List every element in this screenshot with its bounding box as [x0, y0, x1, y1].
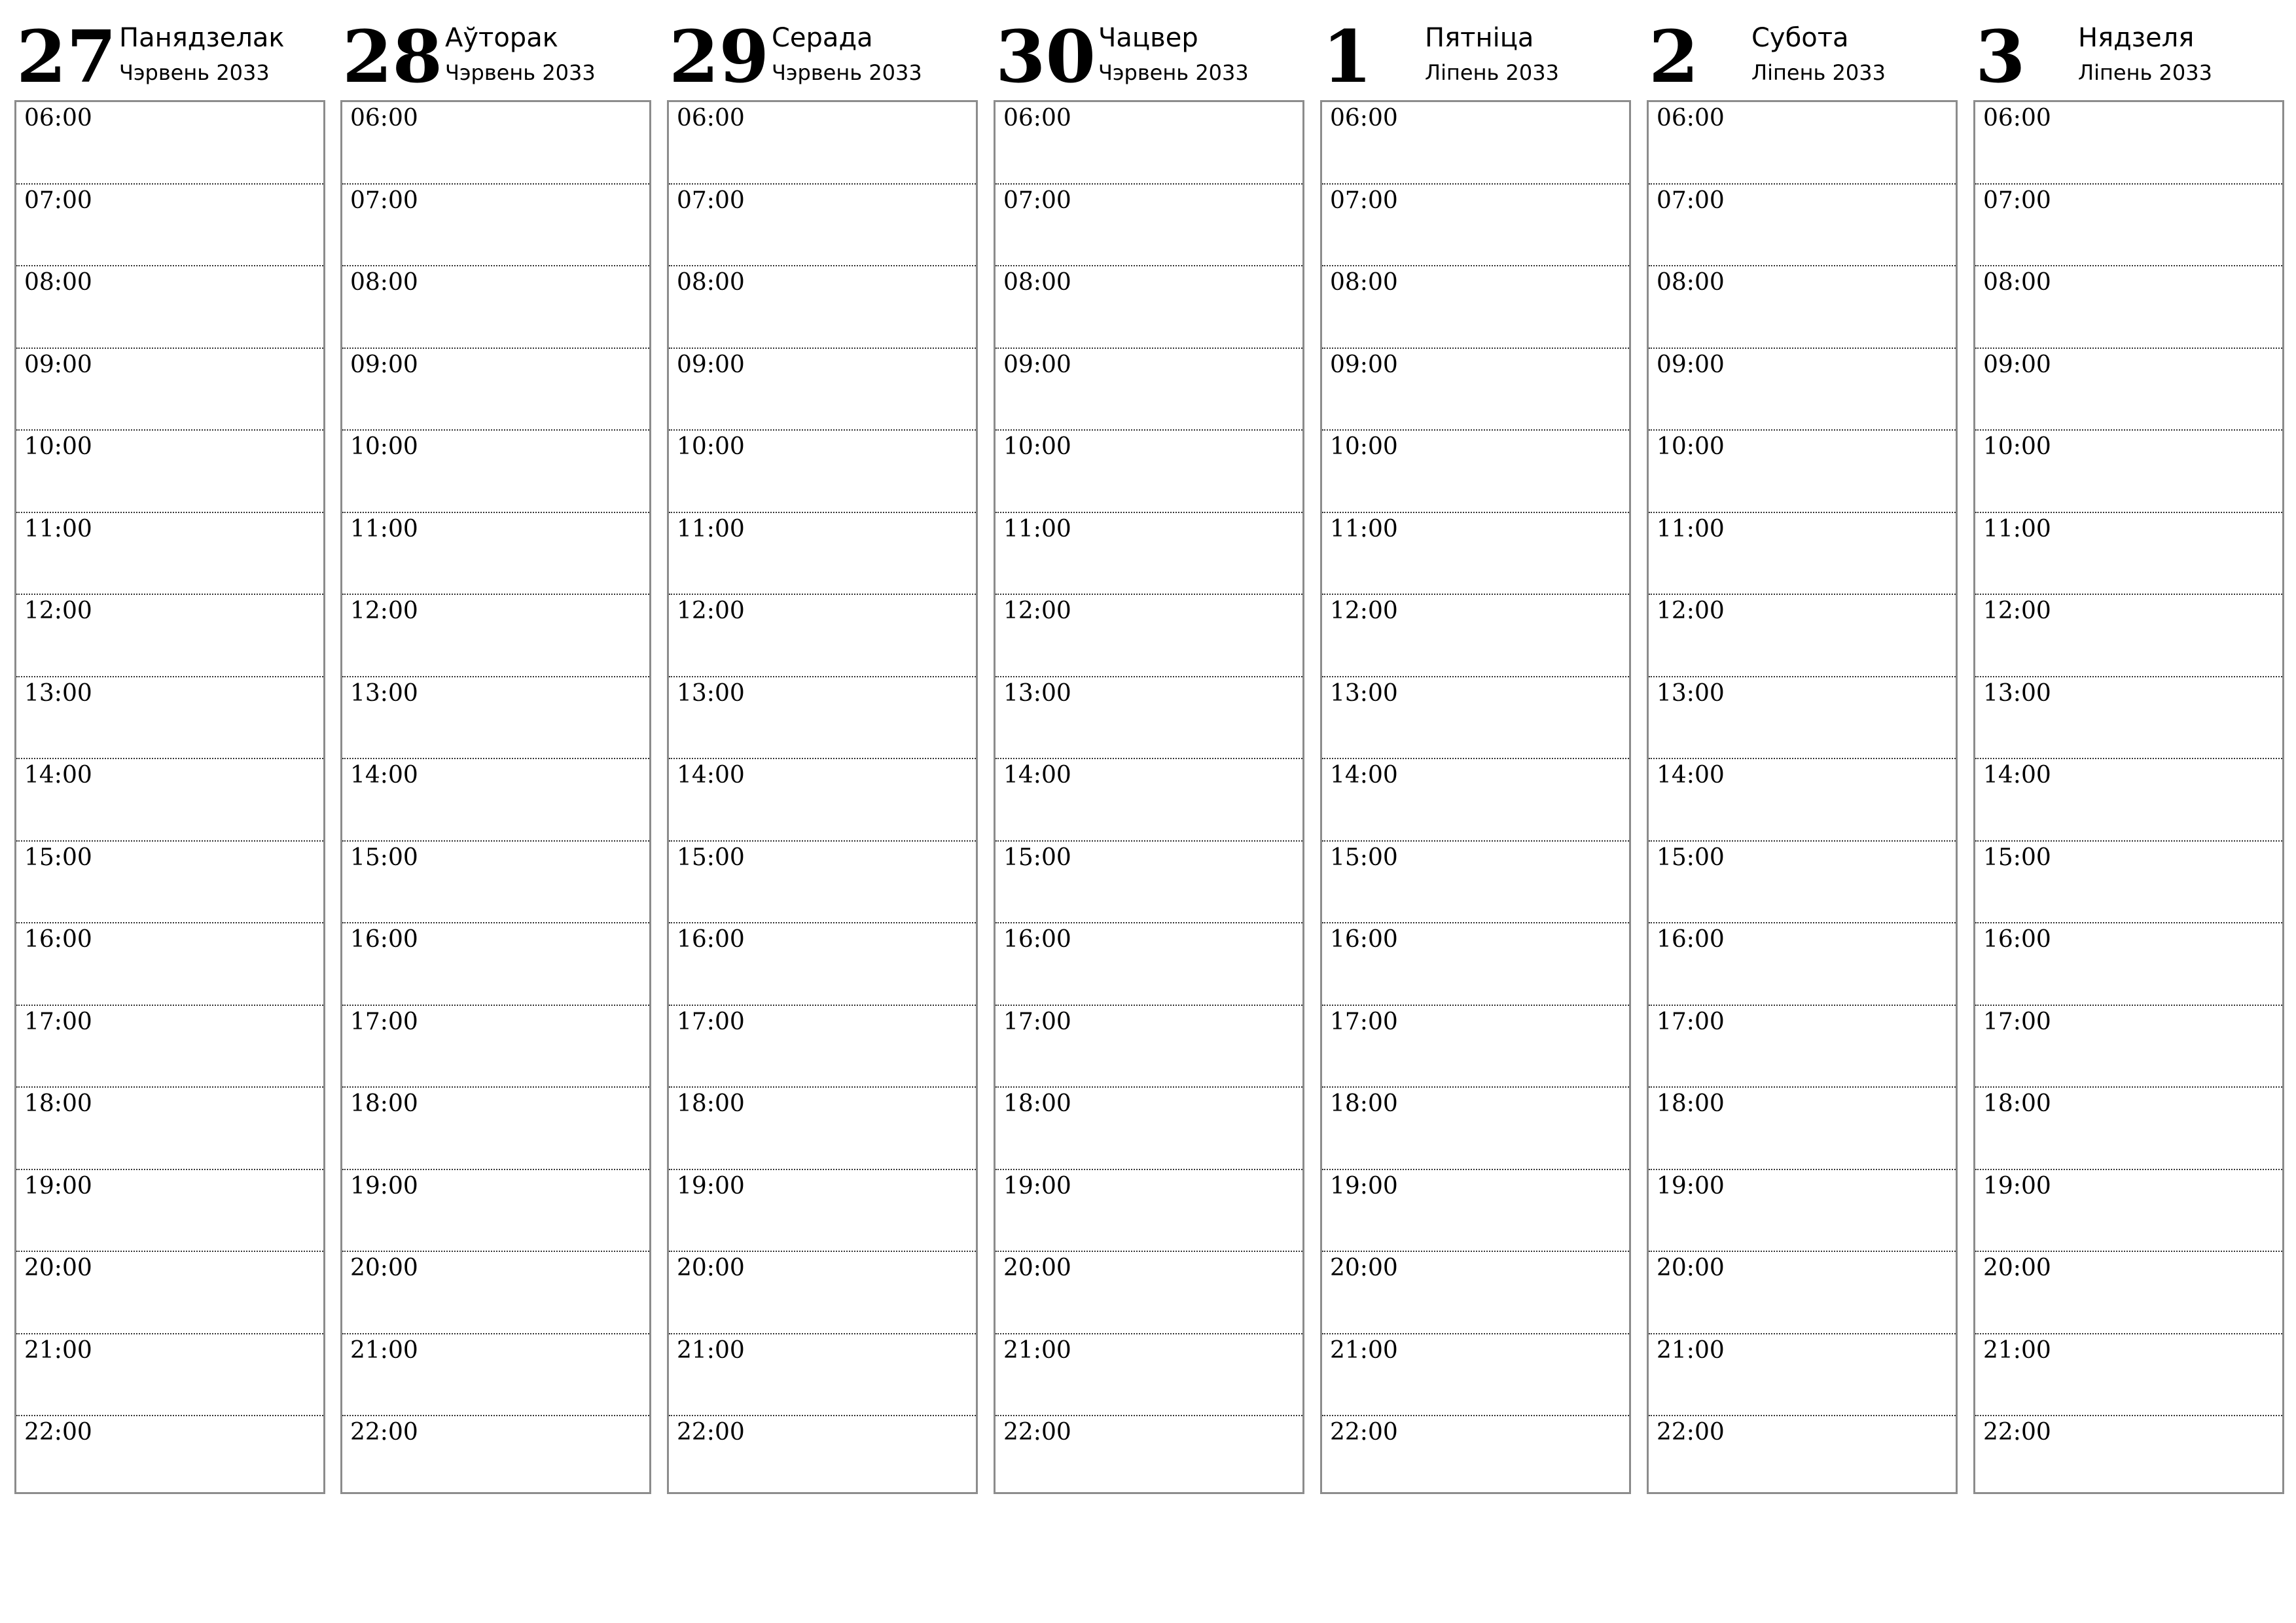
time-label: 19:00	[677, 1172, 745, 1200]
time-slot[interactable]	[1975, 1252, 2282, 1334]
time-label: 07:00	[1983, 187, 2051, 214]
time-label: 16:00	[350, 926, 418, 953]
time-label: 09:00	[1983, 351, 2051, 378]
time-slot[interactable]	[1322, 431, 1629, 513]
time-label: 08:00	[1983, 269, 2051, 296]
time-label: 08:00	[1330, 269, 1398, 296]
time-slot[interactable]	[996, 1170, 1302, 1253]
time-slot[interactable]	[1975, 1088, 2282, 1170]
time-slot[interactable]	[669, 759, 976, 842]
time-slot[interactable]	[669, 1006, 976, 1088]
time-label: 09:00	[1330, 351, 1398, 378]
time-label: 13:00	[1983, 679, 2051, 707]
time-label: 10:00	[1983, 433, 2051, 460]
time-slot[interactable]	[1322, 1006, 1629, 1088]
time-slot[interactable]	[996, 1252, 1302, 1334]
time-label: 17:00	[1003, 1008, 1071, 1035]
time-slot[interactable]	[996, 1334, 1302, 1417]
time-label: 19:00	[1657, 1172, 1725, 1200]
time-slot[interactable]	[1649, 185, 1956, 267]
time-slot[interactable]	[1649, 102, 1956, 185]
time-slot[interactable]	[996, 1006, 1302, 1088]
time-slot[interactable]	[342, 759, 649, 842]
time-label: 09:00	[1003, 351, 1071, 378]
day-schedule-box	[14, 100, 325, 1494]
time-label: 14:00	[677, 762, 745, 789]
time-slot[interactable]	[1975, 923, 2282, 1006]
time-label: 18:00	[1983, 1090, 2051, 1117]
time-label: 08:00	[677, 269, 745, 296]
time-slot[interactable]	[669, 185, 976, 267]
day-number: 30	[996, 14, 1096, 99]
time-slot[interactable]	[1975, 1334, 2282, 1417]
day-month: Ліпень 2033	[1751, 60, 1886, 85]
time-label: 13:00	[1330, 679, 1398, 707]
time-label: 22:00	[1330, 1419, 1398, 1446]
day-name: Нядзеля	[2078, 23, 2195, 53]
time-label: 19:00	[1003, 1172, 1071, 1200]
time-label: 14:00	[1003, 762, 1071, 789]
day-number: 28	[342, 14, 443, 99]
time-label: 12:00	[1657, 597, 1725, 624]
time-slot[interactable]	[342, 349, 649, 431]
time-slot[interactable]	[16, 595, 323, 677]
day-name: Аўторак	[445, 23, 558, 53]
time-label: 14:00	[1330, 762, 1398, 789]
time-label: 07:00	[1330, 187, 1398, 214]
time-slot[interactable]	[16, 1416, 323, 1499]
time-slot[interactable]	[669, 842, 976, 924]
time-slot[interactable]	[342, 842, 649, 924]
time-slot[interactable]	[1649, 266, 1956, 349]
time-label: 17:00	[24, 1008, 92, 1035]
time-slot[interactable]	[1322, 349, 1629, 431]
time-label: 16:00	[1003, 926, 1071, 953]
time-slot[interactable]	[669, 1334, 976, 1417]
time-slot[interactable]	[1975, 431, 2282, 513]
time-label: 17:00	[1657, 1008, 1725, 1035]
day-schedule-box	[1973, 100, 2284, 1494]
time-label: 14:00	[1657, 762, 1725, 789]
time-label: 20:00	[1657, 1255, 1725, 1281]
time-slot[interactable]	[996, 923, 1302, 1006]
time-label: 16:00	[1330, 926, 1398, 953]
time-label: 19:00	[1983, 1172, 2051, 1200]
time-label: 10:00	[1657, 433, 1725, 460]
day-month: Чэрвень 2033	[445, 60, 596, 85]
time-slot[interactable]	[16, 842, 323, 924]
time-label: 20:00	[1983, 1255, 2051, 1281]
day-month: Чэрвень 2033	[1098, 60, 1249, 85]
time-label: 12:00	[1003, 597, 1071, 624]
time-label: 15:00	[1983, 844, 2051, 871]
day-header	[14, 0, 329, 98]
time-label: 13:00	[1003, 679, 1071, 707]
time-label: 15:00	[677, 844, 745, 871]
time-label: 15:00	[24, 844, 92, 871]
time-label: 19:00	[1330, 1172, 1398, 1200]
time-slot[interactable]	[1322, 595, 1629, 677]
time-slot[interactable]	[16, 431, 323, 513]
time-slot[interactable]	[669, 595, 976, 677]
time-label: 18:00	[350, 1090, 418, 1117]
day-column	[340, 0, 655, 1505]
time-label: 07:00	[1003, 187, 1071, 214]
time-label: 17:00	[677, 1008, 745, 1035]
day-column	[994, 0, 1308, 1505]
time-label: 08:00	[1003, 269, 1071, 296]
day-month: Ліпень 2033	[1425, 60, 1559, 85]
day-column	[1973, 0, 2287, 1505]
time-label: 06:00	[1003, 105, 1071, 132]
time-slot[interactable]	[669, 923, 976, 1006]
time-label: 21:00	[677, 1336, 745, 1364]
time-slot[interactable]	[1322, 102, 1629, 185]
time-label: 20:00	[24, 1255, 92, 1281]
time-label: 12:00	[24, 597, 92, 624]
time-label: 06:00	[350, 105, 418, 132]
day-name: Субота	[1751, 23, 1849, 53]
day-schedule-box	[1320, 100, 1631, 1494]
time-slot[interactable]	[16, 1088, 323, 1170]
time-slot[interactable]	[1322, 842, 1629, 924]
time-slot[interactable]	[342, 1088, 649, 1170]
time-label: 09:00	[677, 351, 745, 378]
time-label: 17:00	[1983, 1008, 2051, 1035]
time-slot[interactable]	[1322, 185, 1629, 267]
time-slot[interactable]	[342, 1170, 649, 1253]
time-slot[interactable]	[1649, 595, 1956, 677]
day-month: Ліпень 2033	[2078, 60, 2212, 85]
time-label: 07:00	[677, 187, 745, 214]
time-slot[interactable]	[669, 1252, 976, 1334]
time-slot[interactable]	[1649, 759, 1956, 842]
time-slot[interactable]	[669, 431, 976, 513]
time-label: 10:00	[1330, 433, 1398, 460]
time-slot[interactable]	[1649, 842, 1956, 924]
time-slot[interactable]	[1975, 349, 2282, 431]
time-slot[interactable]	[1649, 923, 1956, 1006]
time-slot[interactable]	[1649, 677, 1956, 760]
time-label: 06:00	[677, 105, 745, 132]
time-slot[interactable]	[16, 513, 323, 596]
day-column	[1647, 0, 1961, 1505]
time-slot[interactable]	[996, 349, 1302, 431]
time-label: 06:00	[24, 105, 92, 132]
time-label: 11:00	[1657, 515, 1725, 543]
time-label: 17:00	[1330, 1008, 1398, 1035]
day-number: 2	[1649, 14, 1699, 99]
time-slot[interactable]	[1649, 431, 1956, 513]
time-slot[interactable]	[1322, 759, 1629, 842]
time-label: 18:00	[1657, 1090, 1725, 1117]
time-slot[interactable]	[1649, 1170, 1956, 1253]
time-slot[interactable]	[996, 102, 1302, 185]
time-slot[interactable]	[342, 923, 649, 1006]
time-slot[interactable]	[669, 1088, 976, 1170]
time-label: 22:00	[1983, 1419, 2051, 1446]
time-slot[interactable]	[1975, 595, 2282, 677]
day-column	[14, 0, 329, 1505]
day-header	[1973, 0, 2287, 98]
time-label: 11:00	[1983, 515, 2051, 543]
time-label: 12:00	[1330, 597, 1398, 624]
time-slot[interactable]	[342, 677, 649, 760]
time-label: 16:00	[1983, 926, 2051, 953]
time-slot[interactable]	[1322, 513, 1629, 596]
time-label: 18:00	[1330, 1090, 1398, 1117]
day-month: Чэрвень 2033	[119, 60, 270, 85]
time-label: 16:00	[677, 926, 745, 953]
time-label: 16:00	[1657, 926, 1725, 953]
time-label: 10:00	[350, 433, 418, 460]
time-label: 08:00	[350, 269, 418, 296]
time-slot[interactable]	[1649, 1416, 1956, 1499]
day-number: 27	[16, 14, 117, 99]
time-slot[interactable]	[669, 1416, 976, 1499]
time-slot[interactable]	[1975, 1170, 2282, 1253]
time-slot[interactable]	[1975, 1006, 2282, 1088]
time-label: 07:00	[1657, 187, 1725, 214]
day-number: 3	[1975, 14, 2026, 99]
time-label: 19:00	[24, 1172, 92, 1200]
time-label: 21:00	[1003, 1336, 1071, 1364]
time-label: 12:00	[1983, 597, 2051, 624]
time-label: 19:00	[350, 1172, 418, 1200]
time-label: 21:00	[1983, 1336, 2051, 1364]
time-label: 17:00	[350, 1008, 418, 1035]
time-label: 16:00	[24, 926, 92, 953]
day-name: Панядзелак	[119, 23, 285, 53]
time-label: 06:00	[1657, 105, 1725, 132]
time-label: 10:00	[24, 433, 92, 460]
time-slot[interactable]	[16, 1006, 323, 1088]
time-label: 09:00	[350, 351, 418, 378]
time-slot[interactable]	[16, 1334, 323, 1417]
time-slot[interactable]	[1975, 759, 2282, 842]
time-slot[interactable]	[1975, 677, 2282, 760]
time-slot[interactable]	[16, 923, 323, 1006]
time-label: 07:00	[24, 187, 92, 214]
time-slot[interactable]	[1322, 1334, 1629, 1417]
time-label: 18:00	[1003, 1090, 1071, 1117]
time-slot[interactable]	[996, 1416, 1302, 1499]
day-name: Чацвер	[1098, 23, 1198, 53]
time-label: 11:00	[24, 515, 92, 543]
time-slot[interactable]	[1975, 842, 2282, 924]
time-label: 22:00	[350, 1419, 418, 1446]
time-slot[interactable]	[342, 1006, 649, 1088]
time-slot[interactable]	[1975, 185, 2282, 267]
time-slot[interactable]	[996, 595, 1302, 677]
time-slot[interactable]	[16, 759, 323, 842]
time-label: 12:00	[350, 597, 418, 624]
time-slot[interactable]	[669, 1170, 976, 1253]
time-slot[interactable]	[1322, 266, 1629, 349]
time-label: 09:00	[24, 351, 92, 378]
time-slot[interactable]	[16, 1170, 323, 1253]
day-schedule-box	[340, 100, 651, 1494]
time-label: 10:00	[1003, 433, 1071, 460]
time-slot[interactable]	[669, 349, 976, 431]
time-slot[interactable]	[1975, 266, 2282, 349]
time-slot[interactable]	[996, 842, 1302, 924]
time-label: 11:00	[1003, 515, 1071, 543]
time-label: 18:00	[677, 1090, 745, 1117]
time-slot[interactable]	[1649, 1088, 1956, 1170]
time-slot[interactable]	[669, 677, 976, 760]
time-label: 13:00	[350, 679, 418, 707]
time-slot[interactable]	[342, 185, 649, 267]
time-label: 22:00	[677, 1419, 745, 1446]
time-slot[interactable]	[342, 595, 649, 677]
time-slot[interactable]	[342, 102, 649, 185]
time-label: 15:00	[1657, 844, 1725, 871]
time-slot[interactable]	[16, 266, 323, 349]
day-column	[667, 0, 981, 1505]
time-label: 13:00	[677, 679, 745, 707]
time-label: 11:00	[677, 515, 745, 543]
time-slot[interactable]	[996, 513, 1302, 596]
time-label: 22:00	[1657, 1419, 1725, 1446]
day-schedule-box	[994, 100, 1304, 1494]
time-label: 22:00	[1003, 1419, 1071, 1446]
time-slot[interactable]	[16, 677, 323, 760]
time-slot[interactable]	[996, 185, 1302, 267]
time-label: 07:00	[350, 187, 418, 214]
day-header	[667, 0, 981, 98]
time-label: 10:00	[677, 433, 745, 460]
time-slot[interactable]	[996, 677, 1302, 760]
day-header	[1320, 0, 1634, 98]
time-label: 09:00	[1657, 351, 1725, 378]
day-header	[1647, 0, 1961, 98]
time-slot[interactable]	[342, 1416, 649, 1499]
time-slot[interactable]	[996, 431, 1302, 513]
time-slot[interactable]	[1975, 513, 2282, 596]
time-label: 21:00	[1657, 1336, 1725, 1364]
time-label: 21:00	[350, 1336, 418, 1364]
time-slot[interactable]	[1322, 1088, 1629, 1170]
time-slot[interactable]	[1322, 677, 1629, 760]
time-slot[interactable]	[669, 266, 976, 349]
time-slot[interactable]	[342, 1252, 649, 1334]
time-label: 21:00	[24, 1336, 92, 1364]
time-slot[interactable]	[1322, 1416, 1629, 1499]
time-label: 12:00	[677, 597, 745, 624]
time-slot[interactable]	[16, 102, 323, 185]
day-number: 29	[669, 14, 770, 99]
time-label: 20:00	[1003, 1255, 1071, 1281]
time-label: 11:00	[1330, 515, 1398, 543]
time-slot[interactable]	[1322, 1252, 1629, 1334]
time-label: 20:00	[677, 1255, 745, 1281]
time-slot[interactable]	[996, 759, 1302, 842]
time-slot[interactable]	[1649, 1006, 1956, 1088]
time-label: 20:00	[1330, 1255, 1398, 1281]
time-slot[interactable]	[996, 266, 1302, 349]
time-slot[interactable]	[1649, 1252, 1956, 1334]
time-label: 21:00	[1330, 1336, 1398, 1364]
time-label: 14:00	[1983, 762, 2051, 789]
time-label: 15:00	[1330, 844, 1398, 871]
time-slot[interactable]	[342, 1334, 649, 1417]
time-label: 11:00	[350, 515, 418, 543]
time-slot[interactable]	[1975, 102, 2282, 185]
time-label: 14:00	[350, 762, 418, 789]
time-slot[interactable]	[342, 431, 649, 513]
time-slot[interactable]	[1322, 1170, 1629, 1253]
time-label: 15:00	[350, 844, 418, 871]
day-month: Чэрвень 2033	[772, 60, 922, 85]
day-column	[1320, 0, 1634, 1505]
time-slot[interactable]	[669, 513, 976, 596]
time-slot[interactable]	[16, 349, 323, 431]
time-label: 13:00	[1657, 679, 1725, 707]
time-label: 22:00	[24, 1419, 92, 1446]
day-name: Серада	[772, 23, 873, 53]
time-label: 20:00	[350, 1255, 418, 1281]
time-label: 08:00	[1657, 269, 1725, 296]
time-label: 08:00	[24, 269, 92, 296]
time-slot[interactable]	[16, 185, 323, 267]
time-slot[interactable]	[16, 1252, 323, 1334]
time-label: 18:00	[24, 1090, 92, 1117]
time-slot[interactable]	[1649, 349, 1956, 431]
time-slot[interactable]	[1322, 923, 1629, 1006]
day-header	[994, 0, 1308, 98]
time-label: 06:00	[1330, 105, 1398, 132]
day-schedule-box	[1647, 100, 1958, 1494]
time-slot[interactable]	[1975, 1416, 2282, 1499]
time-label: 06:00	[1983, 105, 2051, 132]
day-name: Пятніца	[1425, 23, 1534, 53]
time-slot[interactable]	[342, 266, 649, 349]
time-slot[interactable]	[1649, 513, 1956, 596]
time-label: 13:00	[24, 679, 92, 707]
time-slot[interactable]	[996, 1088, 1302, 1170]
day-schedule-box	[667, 100, 978, 1494]
time-slot[interactable]	[1649, 1334, 1956, 1417]
time-label: 14:00	[24, 762, 92, 789]
time-label: 15:00	[1003, 844, 1071, 871]
time-slot[interactable]	[342, 513, 649, 596]
day-number: 1	[1322, 14, 1372, 99]
time-slot[interactable]	[669, 102, 976, 185]
day-header	[340, 0, 655, 98]
